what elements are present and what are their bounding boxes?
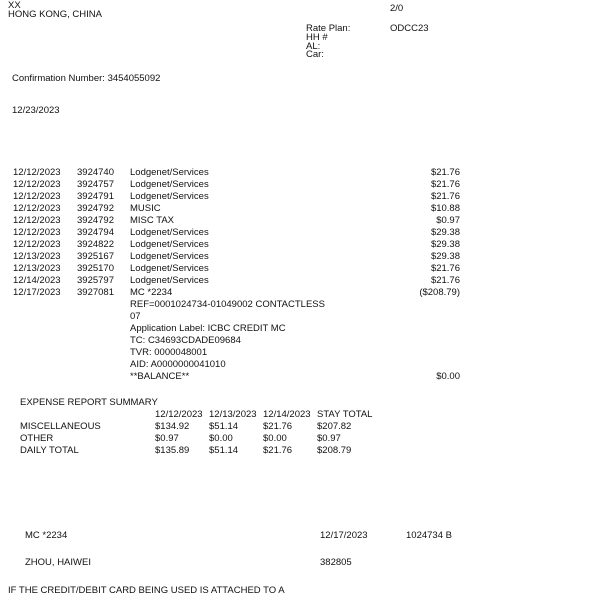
table-row [0, 203, 460, 215]
table-row [0, 191, 460, 203]
card-notice-text: IF THE CREDIT/DEBIT CARD BEING USED IS ATTACHED TO A [8, 585, 285, 596]
summary-row-daily-total [20, 445, 440, 457]
summary-value: $51.14 [209, 445, 239, 456]
hotel-location: HONG KONG, CHINA [8, 9, 102, 20]
summary-row-other [20, 433, 440, 445]
confirmation-label: Confirmation Number: [12, 73, 105, 84]
txn-description: Lodgenet/Services [130, 227, 209, 238]
guest-initials: XX [8, 0, 21, 11]
balance-label: **BALANCE** [130, 371, 190, 382]
txn-ref: 3924792 [77, 215, 114, 226]
footer-card: MC *2234 [25, 530, 68, 541]
txn-ref: 3927081 [77, 287, 114, 298]
balance-amount: $0.00 [436, 371, 460, 382]
car-row [306, 51, 506, 60]
txn-description: Lodgenet/Services [130, 251, 209, 262]
confirmation-number [12, 73, 160, 84]
txn-ref: 3924792 [77, 203, 114, 214]
card-detail-line: TC: C34693CDADE09684 [130, 335, 241, 346]
al-row [306, 40, 506, 52]
table-row [0, 239, 460, 251]
summary-header-spacer [20, 409, 155, 421]
rate-plan-row [306, 25, 506, 34]
txn-date: 12/12/2023 [13, 227, 61, 238]
table-row [0, 263, 460, 275]
summary-value: $134.92 [155, 421, 190, 432]
txn-amount: $21.76 [430, 263, 460, 274]
summary-col-header: 12/14/2023 [263, 409, 311, 420]
txn-amount: $10.88 [430, 203, 460, 214]
txn-amount: $21.76 [430, 191, 460, 202]
transactions-table [0, 167, 460, 383]
card-detail-line: 07 [130, 311, 141, 322]
txn-ref: 3925170 [77, 263, 114, 274]
txn-description: MC *2234 [130, 287, 173, 298]
txn-amount: $29.38 [430, 239, 460, 250]
hh-number-row [306, 31, 506, 43]
summary-value: $207.82 [317, 421, 352, 432]
txn-date: 12/12/2023 [13, 179, 61, 190]
summary-title: EXPENSE REPORT SUMMARY [20, 397, 158, 408]
summary-value: $0.97 [155, 433, 179, 444]
txn-ref: 3924822 [77, 239, 114, 250]
txn-date: 12/12/2023 [13, 191, 61, 202]
rate-plan-label: Rate Plan: [306, 23, 351, 34]
txn-description: Lodgenet/Services [130, 179, 209, 190]
table-row [0, 179, 460, 191]
reservation-fields [306, 25, 506, 60]
txn-description: MISC TAX [130, 215, 174, 226]
txn-date: 12/14/2023 [13, 275, 61, 286]
footer-reference: 1024734 B [406, 530, 452, 541]
txn-ref: 3925167 [77, 251, 114, 262]
txn-description: Lodgenet/Services [130, 275, 209, 286]
txn-amount: $21.76 [430, 275, 460, 286]
summary-row-miscellaneous [20, 421, 440, 433]
card-detail-line: REF=0001024734-01049002 CONTACTLESS [130, 299, 325, 310]
txn-amount: $29.38 [430, 227, 460, 238]
balance-row [0, 371, 460, 383]
card-detail-line: Application Label: ICBC CREDIT MC [130, 323, 286, 334]
table-row [0, 287, 460, 299]
txn-description: Lodgenet/Services [130, 191, 209, 202]
txn-description: MUSIC [130, 203, 161, 214]
txn-amount: $21.76 [430, 167, 460, 178]
table-row [0, 167, 460, 179]
table-row [0, 251, 460, 263]
txn-amount: $29.38 [430, 251, 460, 262]
txn-ref: 3924757 [77, 179, 114, 190]
confirmation-value: 3454055092 [107, 73, 161, 84]
summary-row-label: DAILY TOTAL [20, 445, 79, 456]
summary-header-row [20, 409, 440, 421]
txn-date: 12/12/2023 [13, 239, 61, 250]
summary-value: $0.00 [263, 433, 287, 444]
summary-row-label: OTHER [20, 433, 54, 444]
footer-date: 12/17/2023 [320, 530, 368, 541]
summary-value: $0.97 [317, 433, 341, 444]
card-detail-line: AID: A0000000041010 [130, 359, 226, 370]
summary-value: $135.89 [155, 445, 190, 456]
summary-col-header: 12/13/2023 [209, 409, 257, 420]
summary-col-header: 12/12/2023 [155, 409, 203, 420]
rate-plan-value: ODCC23 [390, 23, 429, 34]
txn-ref: 3925797 [77, 275, 114, 286]
card-detail-line: TVR: 0000048001 [130, 347, 208, 358]
txn-ref: 3924740 [77, 167, 114, 178]
footer-code: 382805 [320, 557, 352, 568]
page-indicator: 2/0 [390, 3, 404, 14]
summary-row-label: MISCELLANEOUS [20, 421, 101, 432]
expense-report-summary [20, 397, 440, 457]
summary-value: $51.14 [209, 421, 239, 432]
summary-col-header: STAY TOTAL [317, 409, 373, 420]
txn-ref: 3924794 [77, 227, 114, 238]
summary-value: $21.76 [263, 445, 293, 456]
table-row [0, 215, 460, 227]
txn-date: 12/12/2023 [13, 167, 61, 178]
car-label: Car: [306, 49, 324, 61]
txn-date: 12/13/2023 [13, 263, 61, 274]
txn-date: 12/17/2023 [13, 287, 61, 298]
txn-description: Lodgenet/Services [130, 167, 209, 178]
guest-name: ZHOU, HAIWEI [25, 557, 91, 568]
statement-date: 12/23/2023 [12, 105, 60, 116]
al-label: AL: [306, 40, 321, 52]
txn-amount: $21.76 [430, 179, 460, 190]
txn-date: 12/12/2023 [13, 203, 61, 214]
table-row [0, 275, 460, 287]
txn-amount: $0.97 [436, 215, 460, 226]
txn-date: 12/13/2023 [13, 251, 61, 262]
txn-amount: ($208.79) [419, 287, 460, 298]
txn-ref: 3924791 [77, 191, 114, 202]
txn-description: Lodgenet/Services [130, 239, 209, 250]
txn-date: 12/12/2023 [13, 215, 61, 226]
txn-description: Lodgenet/Services [130, 263, 209, 274]
hh-number-label: HH # [306, 31, 328, 43]
hotel-address-block [8, 1, 102, 19]
summary-value: $208.79 [317, 445, 352, 456]
summary-value: $0.00 [209, 433, 233, 444]
table-row [0, 227, 460, 239]
summary-value: $21.76 [263, 421, 293, 432]
